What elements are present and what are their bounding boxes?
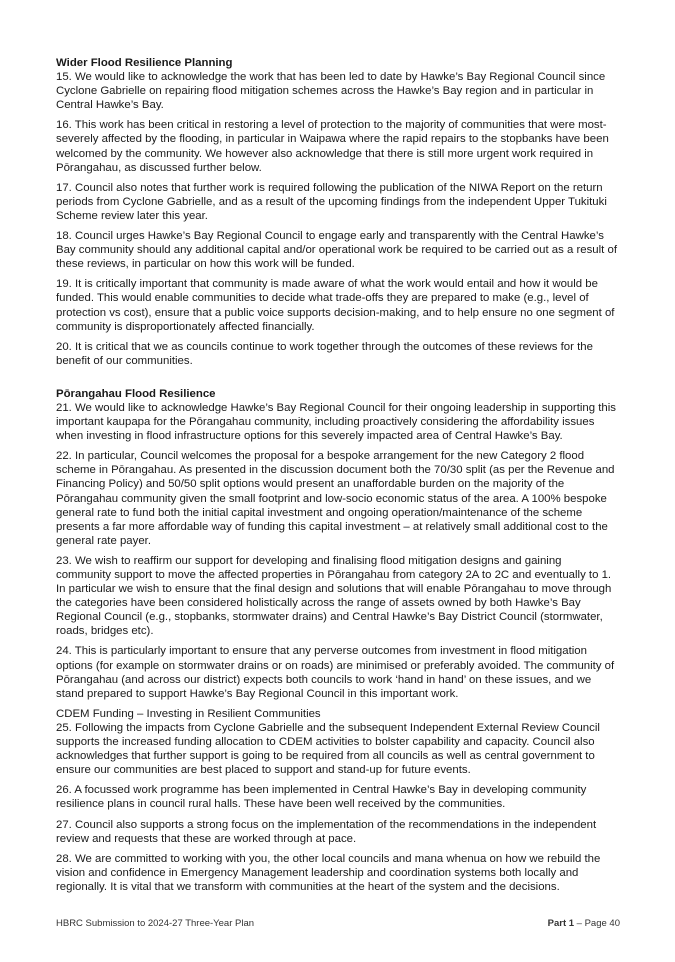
paragraph-16: 16. This work has been critical in restoring a level of protection to the majority of communities that were most-severely affected by the flooding, in particular in Waipawa where the rapid repairs to the stopbanks have been welcomed by the community. We however also acknowledge that there is still more urgent work required in Pōrangahau, as discussed further below. [56, 119, 609, 174]
paragraph-20: 20. It is critical that we as councils continue to work together through the outcomes of these reviews for the benefit of our communities. [56, 340, 593, 367]
section-heading-porangahau-flood-resilience: Pōrangahau Flood Resilience [56, 387, 216, 400]
section-heading-wider-flood-resilience: Wider Flood Resilience Planning [56, 57, 233, 69]
footer-document-title: HBRC Submission to 2024-27 Three-Year Plan [56, 918, 255, 929]
paragraph-25: 25. Following the impacts from Cyclone Gabrielle and the subsequent Independent External Review Council supports the increased funding allocation to CDEM activities to bolster capability and capacity. Council also acknowledges that further support is going to be required from all councils as well as central government to ensure our communities are best placed to support and stand-up for future events. [56, 721, 600, 777]
document-body [56, 56, 618, 900]
paragraph-24: 24. This is particularly important to ensure that any perverse outcomes from investment in flood mitigation options (for example on stormwater drains or on roads) are minimised or preferably avoided. The community of Pōrangahau (and across our district) expects both councils to work ‘hand in hand’ on these issues, and we stand prepared to support Hawke’s Bay Regional Council in this important work. [56, 645, 615, 700]
paragraph-19: 19. It is critically important that community is made aware of what the work would entail and how it would be funded. This would enable communities to decide what trade-offs they are prepared to make (e.g., level of protection vs cost), ensure that a public voice supports decision-making, and to help ensure no one segment of community is disproportionately affected financially. [56, 278, 615, 333]
section-spacer [56, 374, 618, 387]
section-heading-cdem-funding: CDEM Funding – Investing in Resilient Communities [56, 707, 321, 720]
paragraph-18: 18. Council urges Hawke’s Bay Regional Council to engage early and transparently with the Central Hawke’s Bay community should any additional capital and/or operational work be required to be carried out as a result of these reviews, in particular on how this work will be funded. [56, 230, 617, 271]
paragraph-21: 21. We would like to acknowledge Hawke’s Bay Regional Council for their ongoing leadership in supporting this important kaupapa for the Pōrangahau community, including proactively considering the affordability issues when investing in flood infrastructure options for this severely impacted area of Central Hawke’s Bay. [56, 401, 616, 443]
paragraph-28: 28. We are committed to working with you, the other local councils and mana whenua on how we rebuild the vision and confidence in Emergency Management leadership and coordination systems both locally and regionally. It is vital that we transform with communities at the heart of the system and the decisions. [56, 852, 601, 893]
paragraph-27: 27. Council also supports a strong focus on the implementation of the recommendations in the independent review and requests that these are worked through at pace. [56, 818, 597, 845]
footer-page-number [548, 918, 620, 929]
footer-page-label: – Page 40 [574, 918, 620, 929]
footer-part-label: Part 1 [547, 918, 575, 929]
paragraph-22: 22. In particular, Council welcomes the proposal for a bespoke arrangement for the new Category 2 flood scheme in Pōrangahau. As presented in the discussion document both the 70/30 split (as per the Revenue and Financing Policy) and 50/50 split options would present an unaffordable burden on the majority of the Pōrangahau community given the small footprint and low-socio economic status of the area. A 100% bespoke general rate to fund both the initial capital investment and ongoing operation/maintenance of the scheme presents a far more affordable way of funding this capital investment – at relatively small additional cost to the general rate payer. [56, 450, 615, 547]
paragraph-17: 17. Council also notes that further work is required following the publication of the NIWA Report on the return periods from Cyclone Gabrielle, and as a result of the upcoming findings from the independent Upper Tukituki Scheme review later this year. [56, 181, 607, 222]
paragraph-26: 26. A focussed work programme has been implemented in Central Hawke’s Bay in developing community resilience plans in council rural halls. These have been well received by the communities. [56, 784, 587, 811]
paragraph-15: 15. We would like to acknowledge the work that has been led to date by Hawke’s Bay Regional Council since Cyclone Gabrielle on repairing flood mitigation schemes across the Hawke’s Bay region and in particular in Central Hawke’s Bay. [56, 71, 606, 112]
paragraph-23: 23. We wish to reaffirm our support for developing and finalising flood mitigation designs and gaining community support to move the affected properties in Pōrangahau from category 2A to 2C and eventually to 1. In particular we wish to ensure that the final design and solutions that will enable Pōrangahau to move through the categories have been considered holistically across the range of assets owned by both Hawke’s Bay Regional Council (e.g., stopbanks, stormwater drains) and Central Hawke’s Bay District Council (stormwater, roads, bridges etc). [56, 554, 612, 638]
